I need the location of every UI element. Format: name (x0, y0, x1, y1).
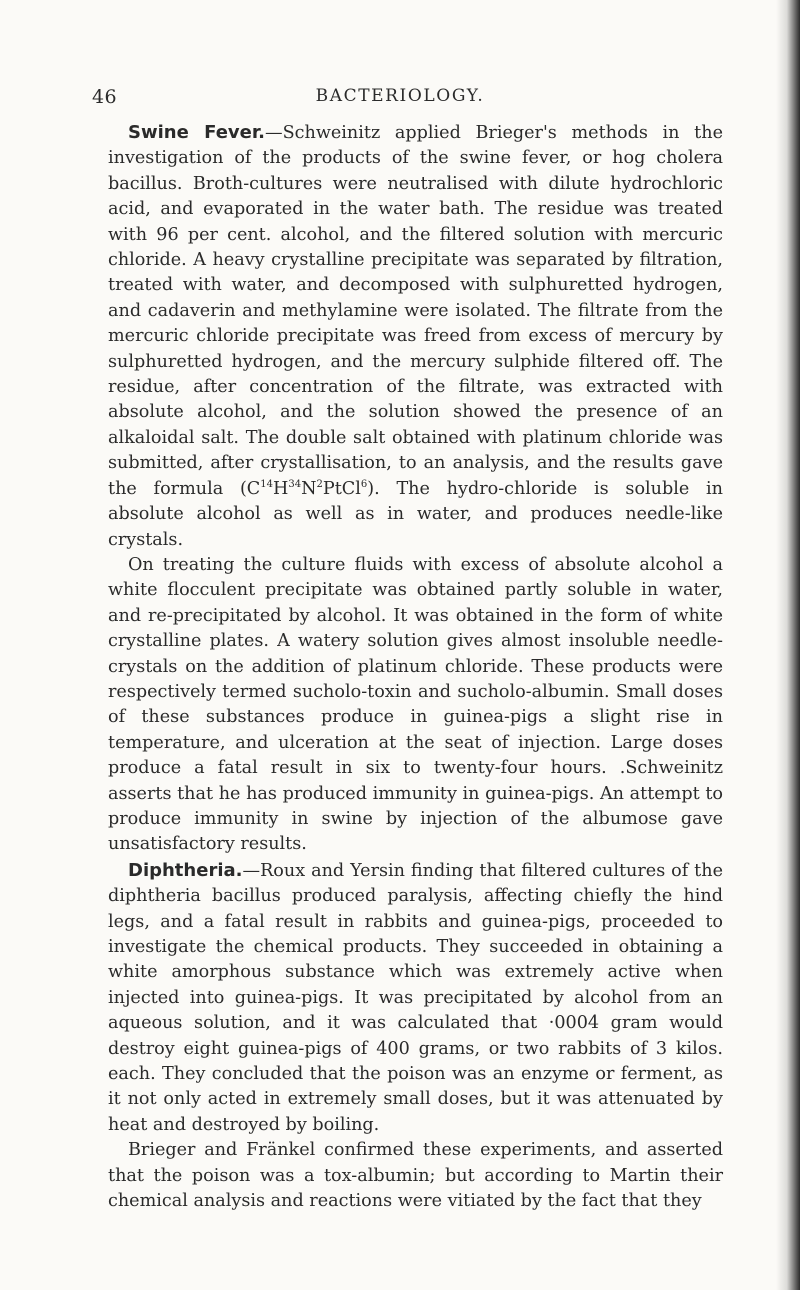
paragraph-text: ). The hydro-chloride is soluble in absolute alcohol as well as in water, and produces needle-like crystals. (108, 478, 723, 550)
page-number: 46 (92, 86, 117, 108)
formula-superscript: 6 (360, 478, 368, 490)
paragraph-culture-fluids: On treating the culture fluids with excess of absolute alcohol a white flocculent precipitate was obtained partly soluble in water, and re-precipitated by alcohol. It was obtained in the form of white crystalline plates. A watery solution gives almost insoluble needle-crystals on the addition of platinum chloride. These products were respectively termed sucholo-toxin and sucholo-albumin. Small doses of these substances produce in guinea-pigs a slight rise in temperature, and ulceration at the seat of injection. Large doses produce a fatal result in six to twenty-four hours. .Schweinitz asserts that he has produced immunity in guinea-pigs. An attempt to produce immunity in swine by injection of the albumose gave unsatisfactory results. (108, 554, 723, 855)
running-head: BACTERIOLOGY. (315, 86, 485, 106)
paragraph-brieger-frankel: Brieger and Fränkel confirmed these experiments, and asserted that the poison was a tox-albumin; but according to Martin their chemical analysis and reactions were vitiated by the fact that they (108, 1140, 723, 1212)
paragraph-diphtheria (108, 858, 723, 1138)
paragraph-text: —Schweinitz applied Brieger's methods in the investigation of the products of the swine fever, or hog cholera bacillus. Broth-cultures were neutralised with dilute hydrochloric acid, and evaporated in the water bath. The residue was treated with 96 per cent. alcohol, and the filtered solution with mercuric chloride. A heavy crystalline precipitate was separated by filtration, treated with water, and decomposed with sulphuretted hydrogen, and cadaverin and methylamine were isolated. The filtrate from the mercuric chloride precipitate was freed from excess of mercury by sulphuretted hydrogen, and the mercury sulphide filtered off. The residue, after concentration of the filtrate, was extracted with absolute alcohol, and the solution showed the presence of an alkaloidal salt. The double salt obtained with platinum chloride was submitted, after crystallisation, to an analysis, and the results gave the formula (C (108, 123, 723, 499)
section-heading-swine-fever: Swine Fever. (128, 122, 265, 143)
page-binding-shadow (776, 0, 800, 1290)
formula-text: N (301, 478, 317, 499)
formula-text: PtCl (322, 478, 361, 499)
formula-text: H (273, 478, 289, 499)
formula-superscript: 14 (260, 478, 274, 490)
section-heading-diphtheria: Diphtheria. (128, 859, 243, 881)
body-text (108, 120, 723, 1214)
paragraph-swine-fever (108, 120, 723, 553)
paragraph-text: —Roux and Yersin finding that filtered cultures of the diphtheria bacillus produced paralysis, affecting chiefly the hind legs, and a fatal result in rabbits and guinea-pigs, proceeded to investigate the chemical products. They succeeded in obtaining a white amorphous substance which was extremely active when injected into guinea-pigs. It was precipitated by alcohol from an aqueous solution, and it was calculated that ·0004 gram would destroy eight guinea-pigs of 400 grams, or two rabbits of 3 kilos. each. They concluded that the poison was an enzyme or ferment, as it not only acted in extremely small doses, but it was attenuated by heat and destroyed by boiling. (108, 860, 723, 1135)
formula-superscript: 2 (316, 478, 323, 490)
formula-superscript: 34 (288, 478, 302, 490)
